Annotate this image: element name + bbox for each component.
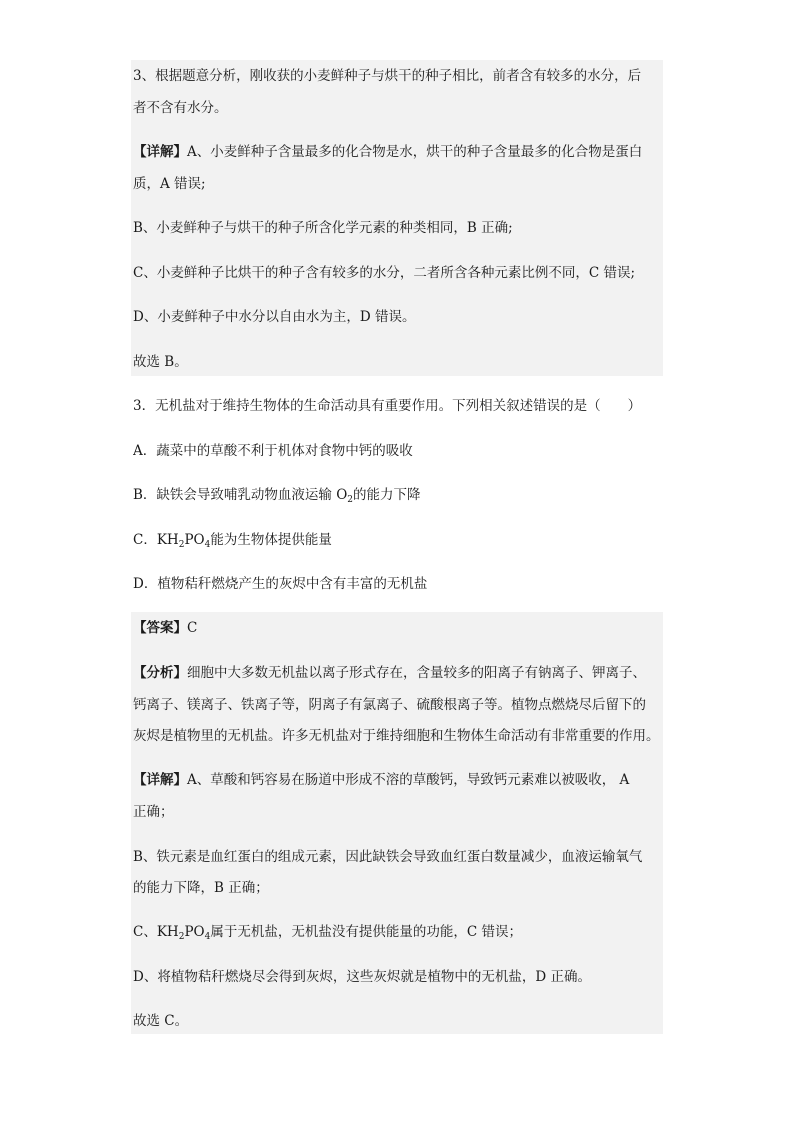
option-c-text-end: 能为生物体提供能量 [210,532,332,548]
detail2-d-line: D、将植物秸秆燃烧尽会得到灰烬，这些灰烬就是植物中的无机盐，D 正确。 [133,969,591,985]
subscript: 2 [347,495,354,505]
detail2-c-line [133,916,663,953]
answer-value: C [187,620,198,636]
detail2-c-text-end: 属于无机盐，无机盐没有提供能量的功能，C 错误； [210,924,522,940]
analysis2-line-3: 灰烬是植物里的无机盐。许多无机盐对于维持细胞和生物体生命活动有非常重要的作用。 [133,728,660,744]
detail2-c-text-mid: PO [184,924,205,940]
detail-line-3: B、小麦鲜种子与烘干的种子所含化学元素的种类相同，B 正确; [133,220,513,236]
subscript: 4 [204,540,211,550]
analysis-line-2: 者不含有水分。 [133,100,228,116]
question-stem: 3．无机盐对于维持生物体的生命活动具有重要作用。下列相关叙述错误的是（ ） [133,398,642,414]
option-b [133,479,663,516]
detail2-conclusion: 故选 C。 [133,1013,189,1029]
option-b-text-end: 的能力下降 [353,487,421,503]
option-d: D．植物秸秆燃烧产生的灰烬中含有丰富的无机盐 [133,576,428,592]
option-c-text: C．KH [133,532,179,548]
analysis-line-1: 3、根据题意分析，刚收获的小麦鲜种子与烘干的种子相比，前者含有较多的水分，后 [133,68,642,84]
detail2-tag: 【详解】 [133,772,187,788]
detail-line-2: 质，A 错误; [133,176,206,192]
option-b-text: B．缺铁会导致哺乳动物血液运输 O [133,487,348,503]
analysis-text: 细胞中大多数无机盐以离子形式存在，含量较多的阳离子有钠离子、钾离子、 [187,665,646,681]
answer-tag: 【答案】 [133,620,187,636]
option-a: A．蔬菜中的草酸不利于机体对食物中钙的吸收 [133,443,413,459]
detail-line-4: C、小麦鲜种子比烘干的种子含有较多的水分，二者所含各种元素比例不同，C 错误; [133,265,635,281]
detail2-b-line-1: B、铁元素是血红蛋白的组成元素，因此缺铁会导致血红蛋白数量减少，血液运输氧气 [133,849,643,865]
detail2-a-line-1 [133,764,663,796]
subscript: 2 [178,932,185,942]
option-c-text-mid: PO [184,532,205,548]
detail-conclusion: 故选 B。 [133,354,188,370]
detail-text: A、小麦鲜种子含量最多的化合物是水，烘干的种子含量最多的化合物是蛋白 [187,144,643,160]
subscript: 2 [178,540,185,550]
answer-line [133,612,663,644]
analysis2-line-2: 钙离子、镁离子、铁离子等，阴离子有氯离子、硫酸根离子等。植物点燃烧尽后留下的 [133,697,646,713]
option-c [133,524,663,561]
analysis2-line-1 [133,657,663,689]
analysis-tag: 【分析】 [133,665,187,681]
detail2-b-line-2: 的能力下降，B 正确； [133,880,269,896]
detail2-a-line-2: 正确； [133,804,174,820]
detail-tag: 【详解】 [133,144,187,160]
detail-line-1 [133,136,663,168]
detail2-a-text: A、草酸和钙容易在肠道中形成不溶的草酸钙，导致钙元素难以被吸收， A [187,772,630,788]
detail-line-5: D、小麦鲜种子中水分以自由水为主，D 错误。 [133,309,416,325]
subscript: 4 [204,932,211,942]
detail2-c-text: C、KH [133,924,179,940]
